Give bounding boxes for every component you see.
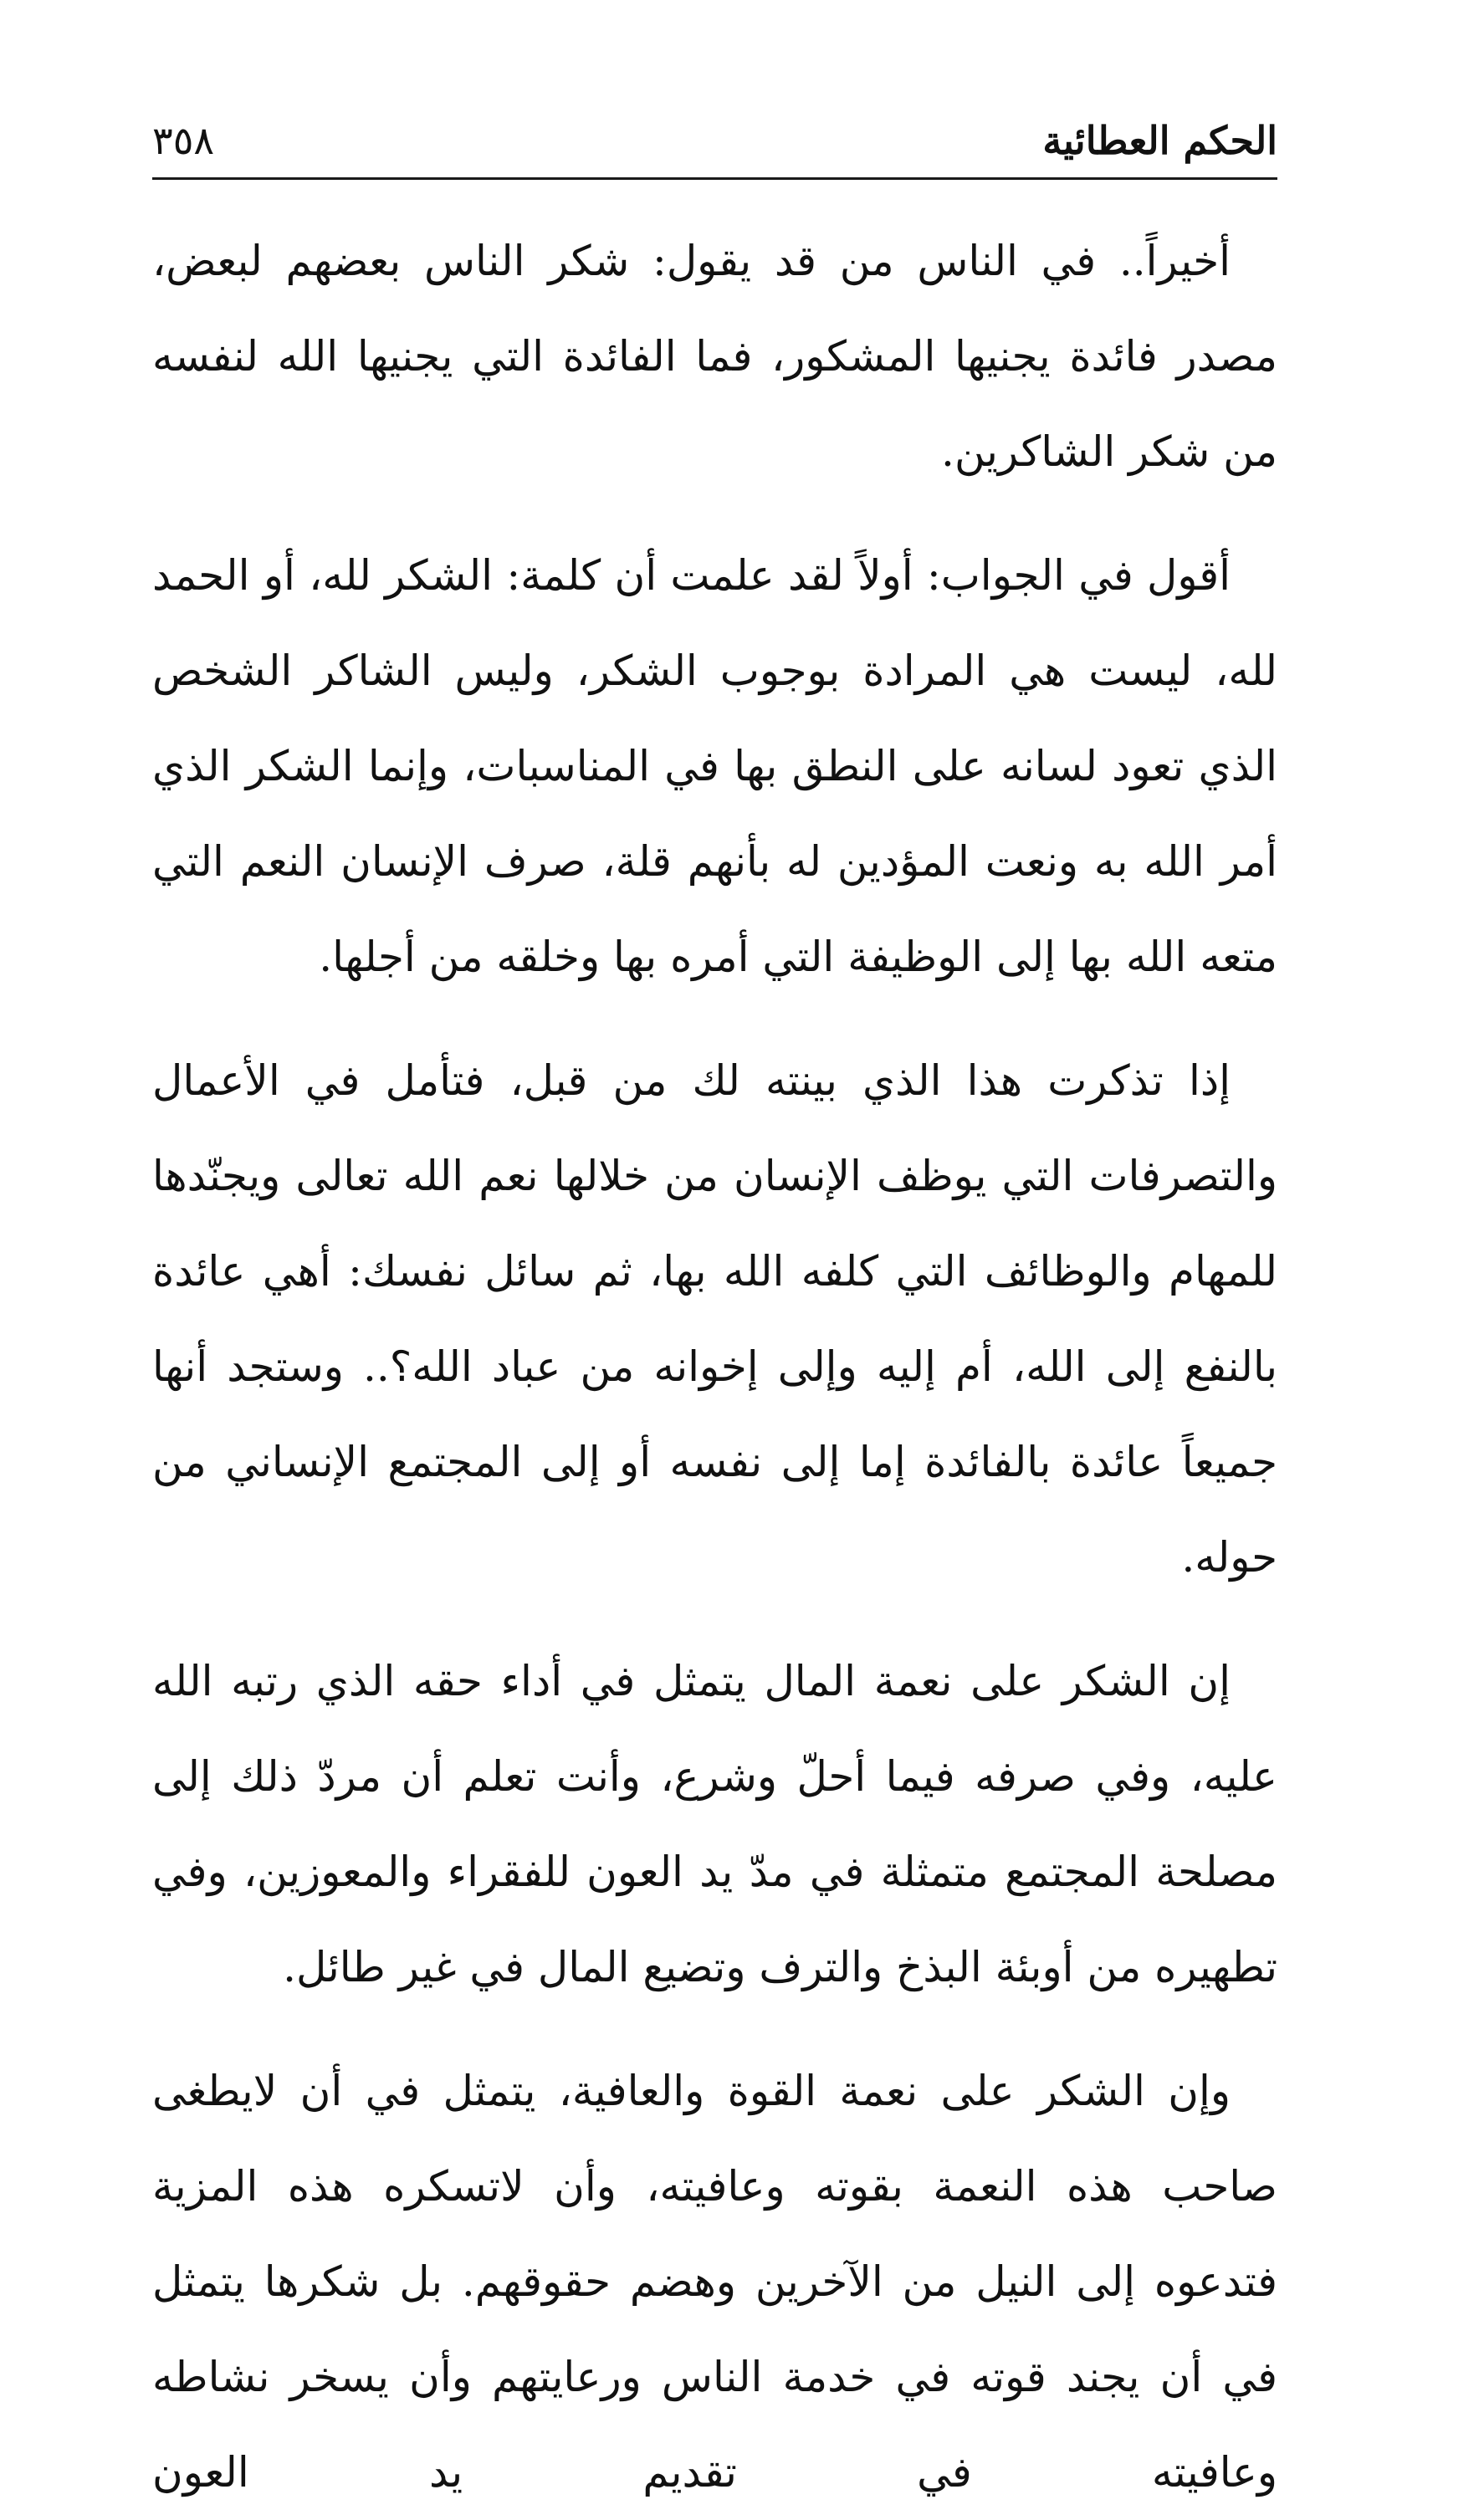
paragraph: أخيراً.. في الناس من قد يقول: شكر الناس بعضهم لبعض، مصدر فائدة يجنيها المشكور، فما الفائدة التي يجنيها الله لنفسه من شكر الشاكرين. bbox=[152, 237, 1277, 476]
page-body bbox=[152, 213, 1277, 2520]
page-number: ٣٥٨ bbox=[152, 118, 215, 163]
book-title: الحكم العطائية bbox=[1042, 118, 1277, 163]
paragraph: أقول في الجواب: أولاً لقد علمت أن كلمة: الشكر لله، أو الحمد لله، ليست هي المرادة بوجوب الشكر، وليس الشاكر الشخص الذي تعود لسانه على النطق بها في المناسبات، وإنما الشكر الذي أمر الله به ونعت المؤدين له بأنهم قلة، صرف الإنسان النعم التي متعه الله بها إلى الوظيفة التي أمره بها وخلقه من أجلها. bbox=[152, 551, 1277, 981]
book-page bbox=[152, 100, 1278, 2497]
running-header bbox=[152, 100, 1277, 180]
paragraph: وإن الشكر على نعمة القوة والعافية، يتمثل في أن لايطغى صاحب هذه النعمة بقوته وعافيته، وأن لاتسكره هذه المزية فتدعوه إلى النيل من الآخرين وهضم حقوقهم. بل شكرها يتمثل في أن يجند قوته في خدمة الناس ورعايتهم وأن يسخر نشاطه وعافيته في تقديم يد العون bbox=[152, 2067, 1277, 2497]
paragraph: إذا تذكرت هذا الذي بينته لك من قبل، فتأمل في الأعمال والتصرفات التي يوظف الإنسان من خلالها نعم الله تعالى ويجنّدها للمهام والوظائف التي كلفه الله بها، ثم سائل نفسك: أهي عائدة بالنفع إلى الله، أم إليه وإلى إخوانه من عباد الله؟.. وستجد أنها جميعاً عائدة بالفائدة إما إلى نفسه أو إلى المجتمع الإنساني من حوله. bbox=[152, 1056, 1277, 1582]
paragraph: إن الشكر على نعمة المال يتمثل في أداء حقه الذي رتبه الله عليه، وفي صرفه فيما أحلّ وشرع، وأنت تعلم أن مردّ ذلك إلى مصلحة المجتمع متمثلة في مدّ يد العون للفقراء والمعوزين، وفي تطهيره من أوبئة البذخ والترف وتضيع المال في غير طائل. bbox=[152, 1657, 1278, 1991]
